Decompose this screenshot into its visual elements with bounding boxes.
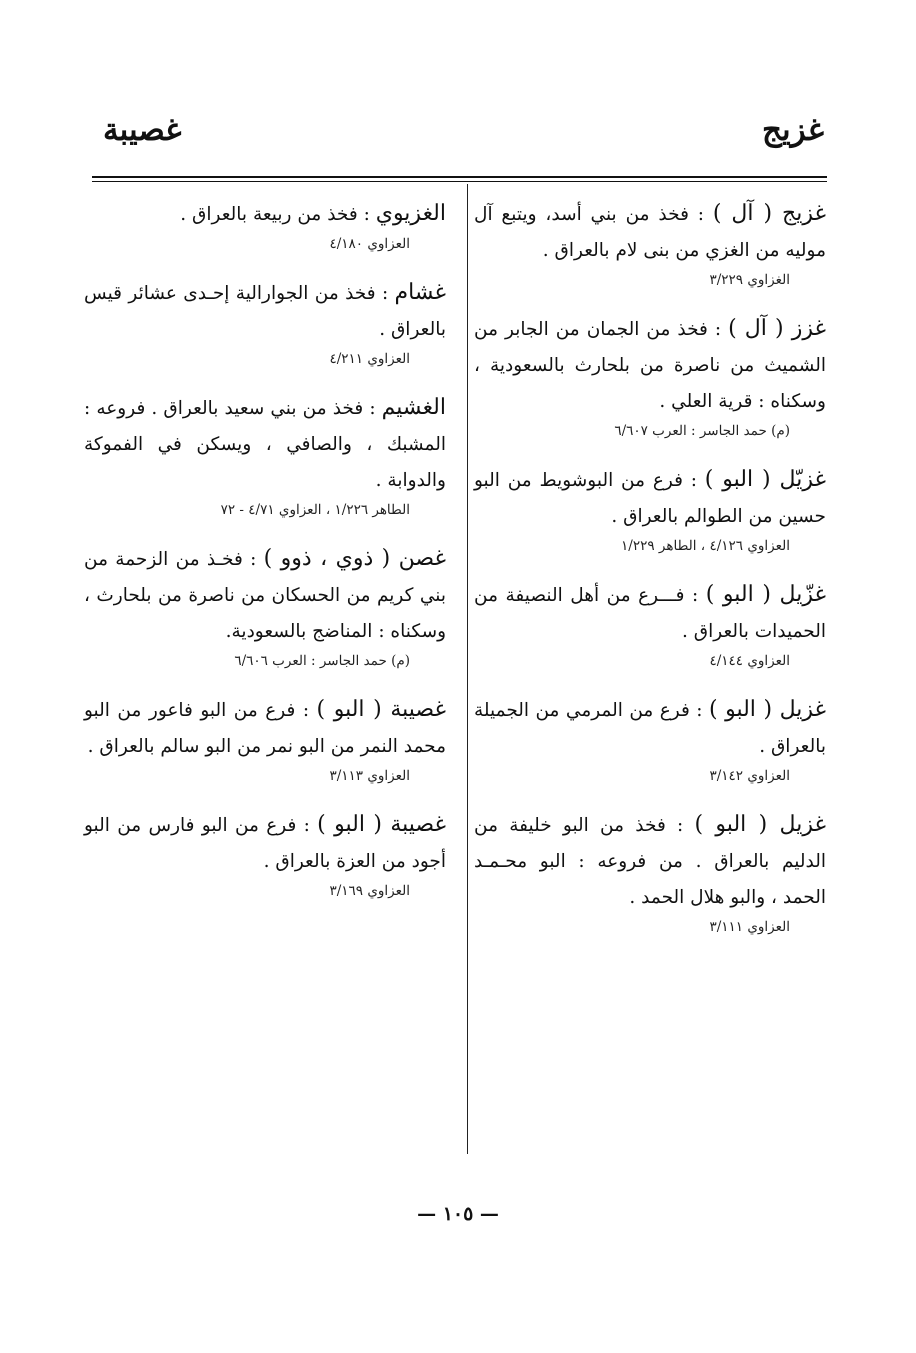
header-rule-thick <box>92 176 827 178</box>
entry-reference: العزاوي ٣/١١١ <box>709 919 790 935</box>
entry-text <box>84 807 446 880</box>
entry-text <box>474 196 826 269</box>
entry-reference: (م) حمد الجاسر : العرب ٦/٦٠٧ <box>614 423 790 439</box>
left-column <box>84 186 446 922</box>
entry-text <box>474 577 826 650</box>
entry <box>474 311 826 442</box>
entry-definition: : فخذ من بني أسد، ويتبع آل موليه من الغزي من بنى لام بالعراق . <box>474 204 826 261</box>
entry <box>474 692 826 787</box>
entry-definition: : فخذ من الجمان من الجابر من الشميث من ناصرة من بلحارث بالسعودية ، وسكناه : قرية العلي . <box>474 319 826 412</box>
entry-reference: (م) حمد الجاسر : العرب ٦/٦٠٦ <box>234 653 410 669</box>
entry <box>474 462 826 557</box>
entry <box>84 541 446 672</box>
entry <box>84 196 446 255</box>
entry-definition: : فخذ من الجوارالية إحـدى عشائر قيس بالعراق . <box>84 283 446 340</box>
entry-text <box>84 390 446 499</box>
entry-text <box>84 275 446 348</box>
entry-reference: العزاوي ٤/١٨٠ <box>329 236 410 252</box>
entry-reference: العزاوي ٤/٢١١ <box>329 351 410 367</box>
entry <box>474 807 826 938</box>
entry-headword: غزز ( آل ) <box>728 316 826 341</box>
entry-text <box>84 692 446 765</box>
entry-reference: العزاوي ٣/١٦٩ <box>329 883 410 899</box>
entry <box>84 807 446 902</box>
column-divider <box>467 184 468 1154</box>
entry <box>84 275 446 370</box>
entry-reference: العزاوي ٣/١٤٢ <box>709 768 790 784</box>
entry-reference: الغزاوي ٣/٢٢٩ <box>709 272 790 288</box>
entry-definition: : فرع من البو فاعور من البو محمد النمر من البو نمر من البو سالم بالعراق . <box>84 700 446 757</box>
entry <box>474 577 826 672</box>
entry-headword: غصيبة ( البو ) <box>316 697 446 722</box>
entry-definition: : فخذ من البو خليفة من الدليم بالعراق . من فروعه : البو محـمـد الحمد ، والبو هلال الحمد . <box>474 815 826 908</box>
entry-headword: غزيّل ( البو ) <box>704 467 826 492</box>
entry-definition: : فرع من البو فارس من البو أجود من العزة بالعراق . <box>84 815 446 872</box>
entry-headword: غصيبة ( البو ) <box>317 812 446 837</box>
entry <box>84 692 446 787</box>
header-right-word: غزيج <box>762 112 824 148</box>
entry-headword: غزّيل ( البو ) <box>705 582 826 607</box>
entry-text <box>84 196 446 233</box>
entry-text <box>474 462 826 535</box>
entry-headword: غزيج ( آل ) <box>712 201 826 226</box>
entry-definition: : فخـذ من الزحمة من بني كريم من الحسكان من ناصرة من بلحارث ، وسكناه : المناضج بالسعودية. <box>84 549 446 642</box>
entry <box>84 390 446 521</box>
entry-reference: العزاوي ٤/١٤٤ <box>709 653 790 669</box>
entry-reference: العزاوي ٣/١١٣ <box>329 768 410 784</box>
entry-text <box>84 541 446 650</box>
entry-definition: : فرع من المرمي من الجميلة بالعراق . <box>474 700 826 757</box>
entry-headword: غشام <box>394 280 446 305</box>
entry-text <box>474 807 826 916</box>
entry-reference: الطاهر ١/٢٢٦ ، العزاوي ٤/٧١ - ٧٢ <box>220 502 410 518</box>
entry-definition: : فـــرع من أهل النصيفة من الحميدات بالعراق . <box>474 585 826 642</box>
entry-headword: غزيل ( البو ) <box>708 697 826 722</box>
entry-definition: : فرع من البوشويط من البو حسين من الطوالم بالعراق . <box>474 470 826 527</box>
entry <box>474 196 826 291</box>
header-left-word: غصيبة <box>103 112 182 148</box>
entry-definition: : فخذ من بني سعيد بالعراق . فروعه : المشبك ، والصافي ، ويسكن في الفموكة والدوابة . <box>84 398 446 491</box>
page-number: — ١٠٥ — <box>417 1203 499 1225</box>
entry-headword: غصن ( ذوي ، ذوو ) <box>263 546 447 571</box>
entry-headword: غزيل ( البو ) <box>694 812 826 837</box>
entry-headword: الغزيوي <box>375 201 446 226</box>
header-rule-thin <box>92 181 827 182</box>
right-column <box>474 186 826 958</box>
entry-definition: : فخذ من ربيعة بالعراق . <box>180 204 376 225</box>
entry-headword: الغشيم <box>381 395 446 420</box>
entry-text <box>474 311 826 420</box>
entry-text <box>474 692 826 765</box>
entry-reference: العزاوي ٤/١٢٦ ، الطاهر ١/٢٢٩ <box>621 538 790 554</box>
